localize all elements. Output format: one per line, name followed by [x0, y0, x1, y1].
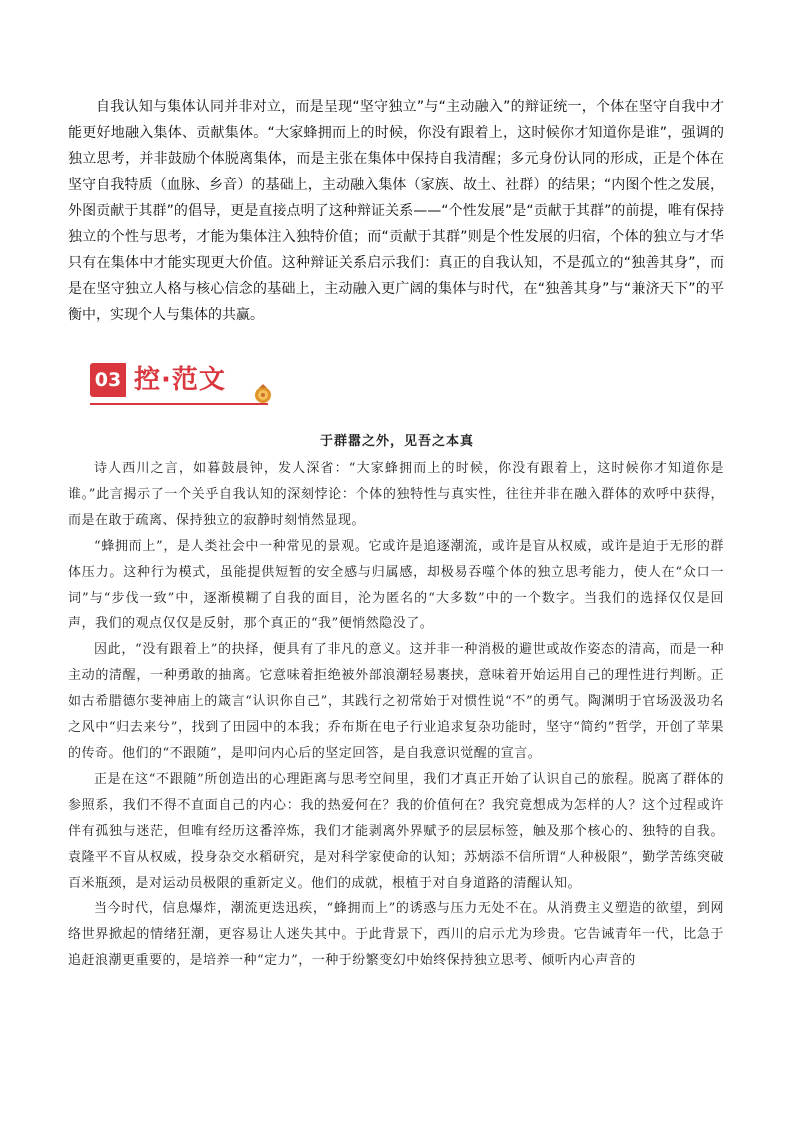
essay-paragraph: 因此，“没有跟着上”的抉择，便具有了非凡的意义。这并非一种消极的避世或故作姿态的清高，而是一种主动的清醒，一种勇敢的抽离。它意味着拒绝被外部浪潮轻易裹挟，意味着开始运用自己的理性进行判断。正如古希腊德尔斐神庙上的箴言“认识你自己”，其践行之初常始于对惯性说“不”的勇气。陶渊明于官场汲汲功名之风中“归去来兮”，找到了田园中的本我；乔布斯在电子行业追求复杂功能时，坚守“简约”哲学，开创了苹果的传奇。他们的“不跟随”，是叩问内心后的坚定回答，是自我意识觉醒的宣言。 [68, 642, 724, 761]
section-underline [90, 403, 268, 405]
section-banner [90, 358, 280, 410]
essay-body [68, 456, 724, 974]
section-number-badge: 03 [90, 363, 126, 397]
section-title: 控·范文 [134, 365, 226, 395]
essay-paragraph: 正是在这“不跟随”所创造出的心理距离与思考空间里，我们才真正开始了认识自己的旅程。脱离了群体的参照系，我们不得不直面自己的内心：我的热爱何在？我的价值何在？我究竟想成为怎样的人？这个过程或许伴有孤独与迷茫，但唯有经历这番淬炼，我们才能剥离外界赋予的层层标签，触及那个核心的、独特的自我。袁隆平不盲从权威，投身杂交水稻研究，是对科学家使命的认知；苏炳添不信所谓“人种极限”，勤学苦练突破百米瓶颈，是对运动员极限的重新定义。他们的成就，根植于对自身道路的清醒认知。 [68, 771, 724, 891]
essay-paragraph: “蜂拥而上”，是人类社会中一种常见的景观。它或许是追逐潮流，或许是盲从权威，或许是迫于无形的群体压力。这种行为模式，虽能提供短暂的安全感与归属感，却极易吞噬个体的独立思考能力，使人在“众口一词”与“步伐一致”中，逐渐模糊了自我的面目，沦为匿名的“大多数”中的一个数字。当我们的选择仅仅是回声，我们的观点仅仅是反射，那个真正的“我”便悄然隐没了。 [68, 538, 724, 632]
essay-title: 于群嚣之外，见吾之本真 [319, 434, 474, 449]
essay-paragraph: 当今时代，信息爆炸，潮流更迭迅疾，“蜂拥而上”的诱惑与压力无处不在。从消费主义塑造的欲望，到网络世界掀起的情绪狂潮，更容易让人迷失其中。于此背景下，西川的启示尤为珍贵。它告诫青年一代，比急于追赶浪潮更重要的，是培养一种“定力”，一种于纷繁变幻中始终保持独立思考、倾听内心声音的 [68, 901, 724, 969]
lead-paragraph: 自我认知与集体认同并非对立，而是呈现“坚守独立”与“主动融入”的辩证统一，个体在坚守自我中才能更好地融入集体、贡献集体。“大家蜂拥而上的时候，你没有跟着上，这时候你才知道你是谁”，强调的独立思考，并非鼓励个体脱离集体，而是主张在集体中保持自我清醒；多元身份认同的形成，正是个体在坚守自我特质（血脉、乡音）的基础上，主动融入集体（家族、故土、社群）的结果；“内图个性之发展，外图贡献于其群”的倡导，更是直接点明了这种辩证关系——“个性发展”是“贡献于其群”的前提，唯有保持独立的个性与思考，才能为集体注入独特价值；而“贡献于其群”则是个性发展的归宿，个体的独立与才华只有在集体中才能实现更大价值。这种辩证关系启示我们：真正的自我认知，不是孤立的“独善其身”，而是在坚守独立人格与核心信念的基础上，主动融入更广阔的集体与时代，在“独善其身”与“兼济天下”的平衡中，实现个人与集体的共赢。 [68, 99, 724, 323]
ornament-icon [252, 383, 274, 405]
essay-paragraph: 诗人西川之言，如暮鼓晨钟，发人深省：“大家蜂拥而上的时候，你没有跟着上，这时候你才知道你是谁。”此言揭示了一个关乎自我认知的深刻悖论：个体的独特性与真实性，往往并非在融入群体的欢呼中获得，而是在敢于疏离、保持独立的寂静时刻悄然显现。 [68, 461, 724, 528]
